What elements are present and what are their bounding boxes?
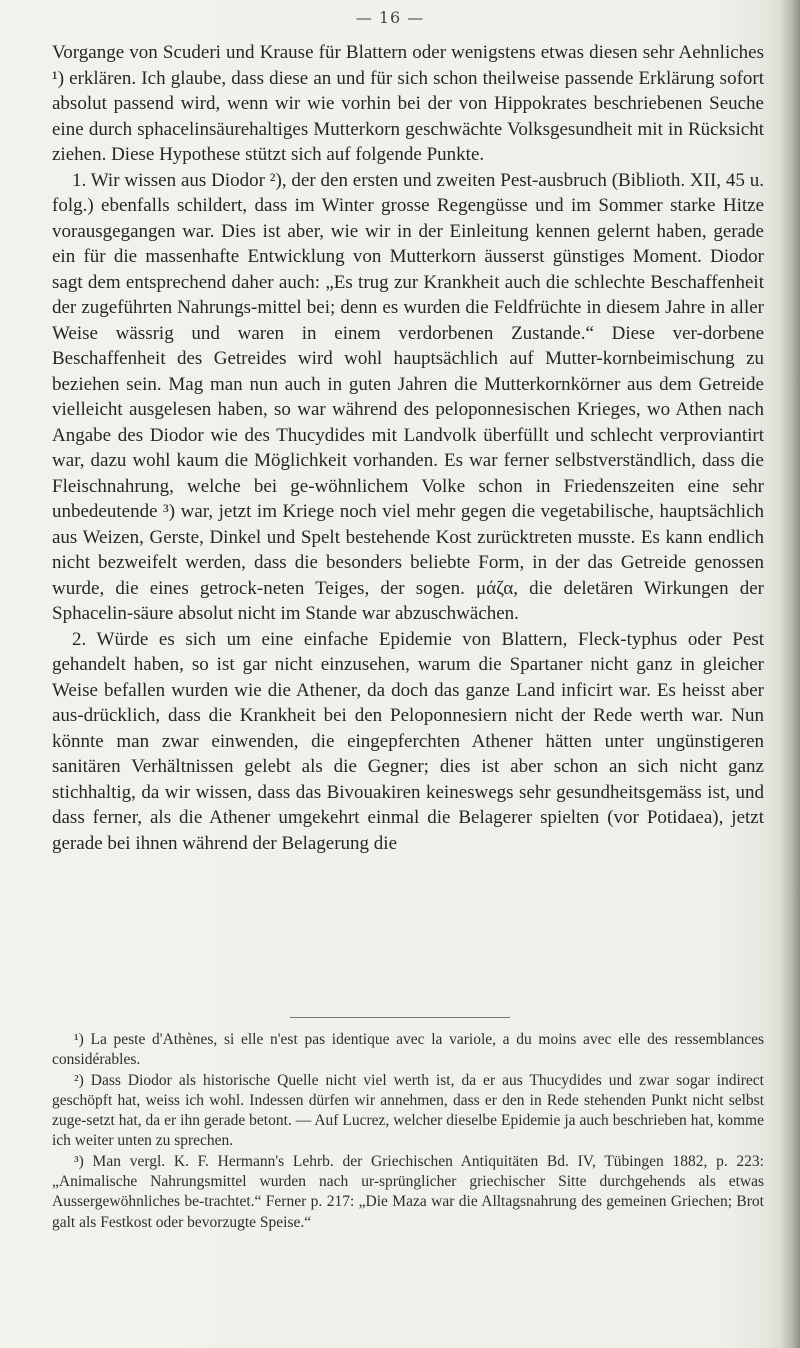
footnote-divider xyxy=(290,1017,510,1018)
page-number-header: — 16 — xyxy=(355,8,425,27)
footnote-3: ³) Man vergl. K. F. Hermann's Lehrb. der Griechischen Antiquitäten Bd. IV, Tübingen 1882, p. 223: „Animalische Nahrungsmittel wurden nach ur-sprünglicher griechischer Sitte durchgehends als etwas Aussergewöhnliches be-trachtet.“ Ferner p. 217: „Die Maza war die Alltagsnahrung des gemeinen Griechen; Brot galt als Festkost oder bevorzugte Speise.“ xyxy=(52,1152,764,1231)
footnote-1: ¹) La peste d'Athènes, si elle n'est pas identique avec la variole, a du moins avec elle des ressemblances considérables. xyxy=(52,1031,764,1069)
page-edge-shadow xyxy=(780,0,800,1348)
main-text xyxy=(52,40,764,856)
paragraph-2: 1. Wir wissen aus Diodor ²), der den ersten und zweiten Pest-ausbruch (Biblioth. XII, 45 u. folg.) ebenfalls schildert, dass im Winter grosse Regengüsse und im Sommer starke Hitze vorausgegangen war. Dies ist aber, wie wir in der Einleitung kennen gelernt haben, gerade ein für die massenhafte Entwicklung von Mutterkorn äusserst günstiges Moment. Diodor sagt dem entsprechend daher auch: „Es trug zur Krankheit auch die schlechte Beschaffenheit der zugeführten Nahrungs-mittel bei; denn es wurden die Feldfrüchte in diesem Jahre in aller Weise wässrig und waren in einem verdorbenen Zustande.“ Diese ver-dorbene Beschaffenheit des Getreides wird wohl hauptsächlich auf Mutter-kornbeimischung zu beziehen sein. Mag man nun auch in guten Jahren die Mutterkornkörner aus dem Getreide vielleicht ausgelesen haben, so war während des peloponnesischen Krieges, wo Athen nach Angabe des Diodor wie des Thucydides mit Landvolk überfüllt und schlecht verproviantirt war, dazu wohl kaum die Möglichkeit vorhanden. Es war ferner selbstverständlich, dass die Fleischnahrung, welche bei ge-wöhnlichem Volke schon in Friedenszeiten eine sehr unbedeutende ³) war, jetzt im Kriege noch viel mehr gegen die vegetabilische, hauptsächlich aus Weizen, Gerste, Dinkel und Spelt bestehende Kost zurücktreten musste. Es kann endlich nicht bezweifelt werden, dass die besonders beliebte Form, in der das Getreide genossen wurde, die eines getrock-neten Teiges, der sogen. μάζα, die deletären Wirkungen der Sphacelin-säure absolut nicht im Stande war abzuschwächen. xyxy=(52,169,764,624)
footnotes xyxy=(52,1030,764,1233)
paragraph-1: Vorgange von Scuderi und Krause für Blattern oder wenigstens etwas diesen sehr Aehnliches ¹) erklären. Ich glaube, dass diese an und für sich schon theilweise passende Erklärung sofort absolut passend wird, wenn wir wie vorhin bei der von Hippokrates beschriebenen Seuche eine durch sphacelinsäurehaltiges Mutterkorn geschwächte Volksgesundheit mit in Rücksicht ziehen. Diese Hypothese stützt sich auf folgende Punkte. xyxy=(52,42,764,165)
footnote-2: ²) Dass Diodor als historische Quelle nicht viel werth ist, da er aus Thucydides und zwar sogar indirect geschöpft hat, weiss ich wohl. Indessen dürfen wir annehmen, dass er den in Rede stehenden Punkt nicht selbst zuge-setzt hat, da er ihn gerade betont. — Auf Lucrez, welcher dieselbe Epidemie ja auch beschrieben hat, komme ich weiter unten zu sprechen. xyxy=(52,1071,764,1150)
paragraph-3: 2. Würde es sich um eine einfache Epidemie von Blattern, Fleck-typhus oder Pest gehandelt haben, so ist gar nicht einzusehen, warum die Spartaner nicht ganz in gleicher Weise befallen wurden wie die Athener, da doch das ganze Land inficirt war. Es heisst aber aus-drücklich, dass die Krankheit bei den Peloponnesiern nicht der Rede werth war. Nun könnte man zwar einwenden, die eingepferchten Athener hätten unter ungünstigeren sanitären Verhältnissen gelebt als die Gegner; dies ist aber schon an sich nicht ganz stichhaltig, da wir wissen, dass das Bivouakiren keineswegs sehr gesundheitsgemäss ist, und dass ferner, als die Athener umgekehrt einmal die Belagerer spielten (vor Potidaea), jetzt gerade bei ihnen während der Belagerung die xyxy=(52,628,764,854)
